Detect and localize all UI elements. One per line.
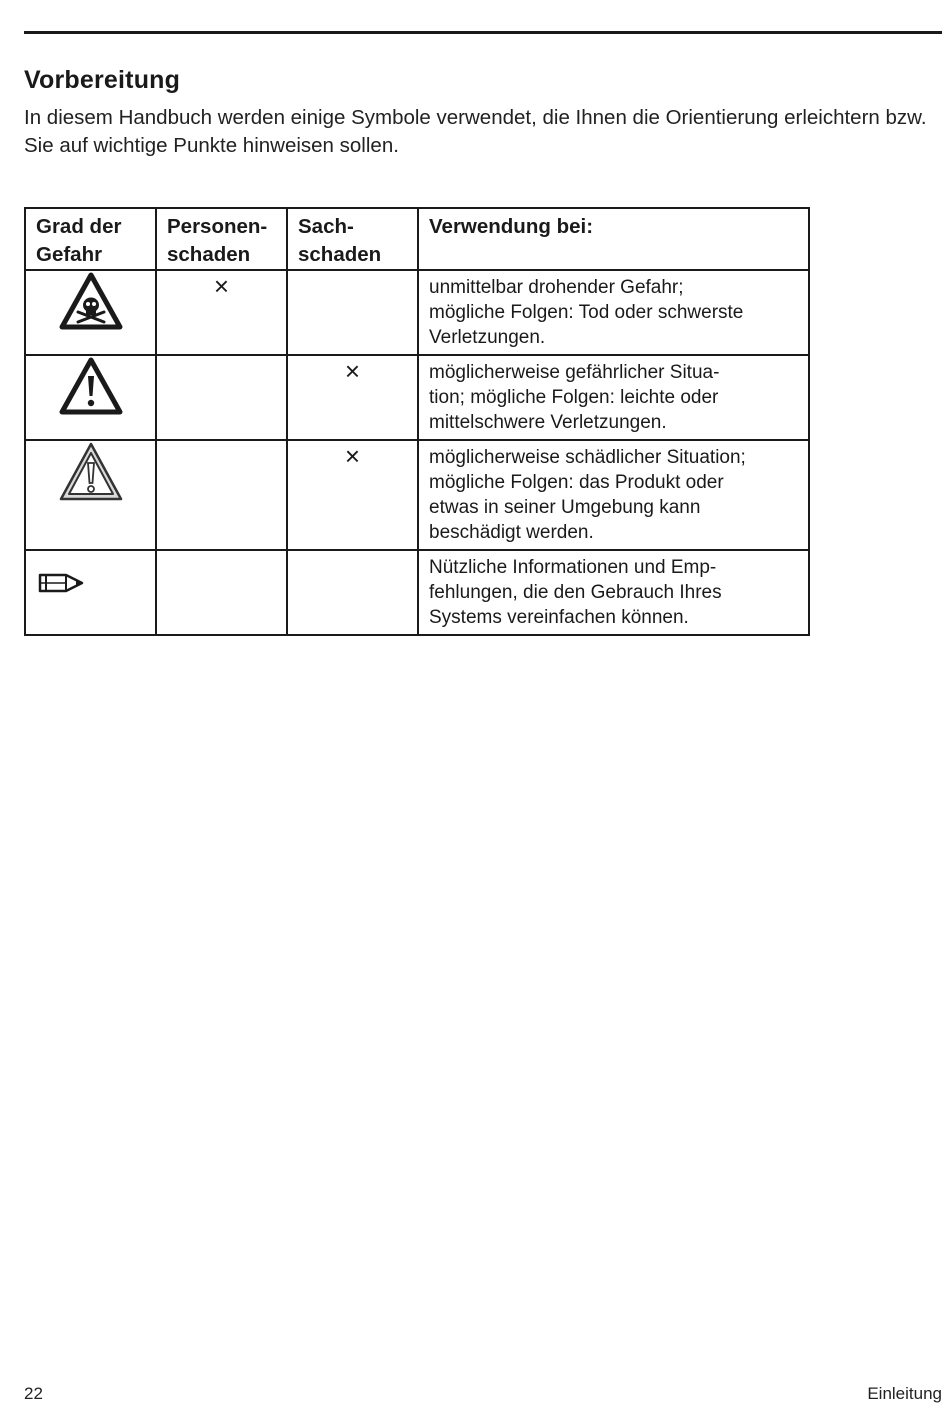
section-name: Einleitung [867, 1384, 942, 1403]
header-sachschaden: Sach- schaden [287, 208, 418, 270]
skull-warning-icon [58, 271, 124, 331]
header-personenschaden: Personen- schaden [156, 208, 287, 270]
verwendung-cell: Nützliche Informationen und Emp- fehlungen, die den Gebrauch Ihres Systems vereinfachen können. [418, 550, 809, 635]
table-row [25, 355, 809, 440]
icon-cell [25, 550, 156, 635]
sachschaden-cell [287, 270, 418, 355]
table-header-row [25, 208, 809, 270]
verwendung-cell: möglicherweise schädlicher Situation; mögliche Folgen: das Produkt oder etwas in seiner Umgebung kann beschädigt werden. [418, 440, 809, 550]
personenschaden-cell [156, 355, 287, 440]
table-row [25, 440, 809, 550]
sachschaden-cell [287, 550, 418, 635]
verwendung-cell: möglicherweise gefährlicher Situa- tion; mögliche Folgen: leichte oder mittelschwere Verletzungen. [418, 355, 809, 440]
icon-cell [25, 440, 156, 550]
table-row [25, 270, 809, 355]
caution-grey-warning-icon [58, 441, 124, 503]
table-row [25, 550, 809, 635]
personenschaden-cell: × [156, 270, 287, 355]
pencil-note-icon [36, 569, 86, 597]
personenschaden-cell [156, 440, 287, 550]
top-rule [24, 31, 942, 34]
personenschaden-cell [156, 550, 287, 635]
verwendung-cell: unmittelbar drohender Gefahr; mögliche Folgen: Tod oder schwerste Verletzungen. [418, 270, 809, 355]
header-grad-der-gefahr: Grad der Gefahr [25, 208, 156, 270]
icon-cell [25, 355, 156, 440]
intro-paragraph: In diesem Handbuch werden einige Symbole verwendet, die Ihnen die Orientierung erleichtern bzw. Sie auf wichtige Punkte hinweisen sollen. [24, 106, 927, 157]
exclamation-warning-icon [58, 356, 124, 416]
sachschaden-cell: × [287, 355, 418, 440]
page-number: 22 [24, 1384, 43, 1403]
icon-cell [25, 270, 156, 355]
symbol-table [24, 207, 810, 636]
sachschaden-cell: × [287, 440, 418, 550]
page-heading: Vorbereitung [24, 66, 181, 94]
header-verwendung: Verwendung bei: [418, 208, 809, 270]
